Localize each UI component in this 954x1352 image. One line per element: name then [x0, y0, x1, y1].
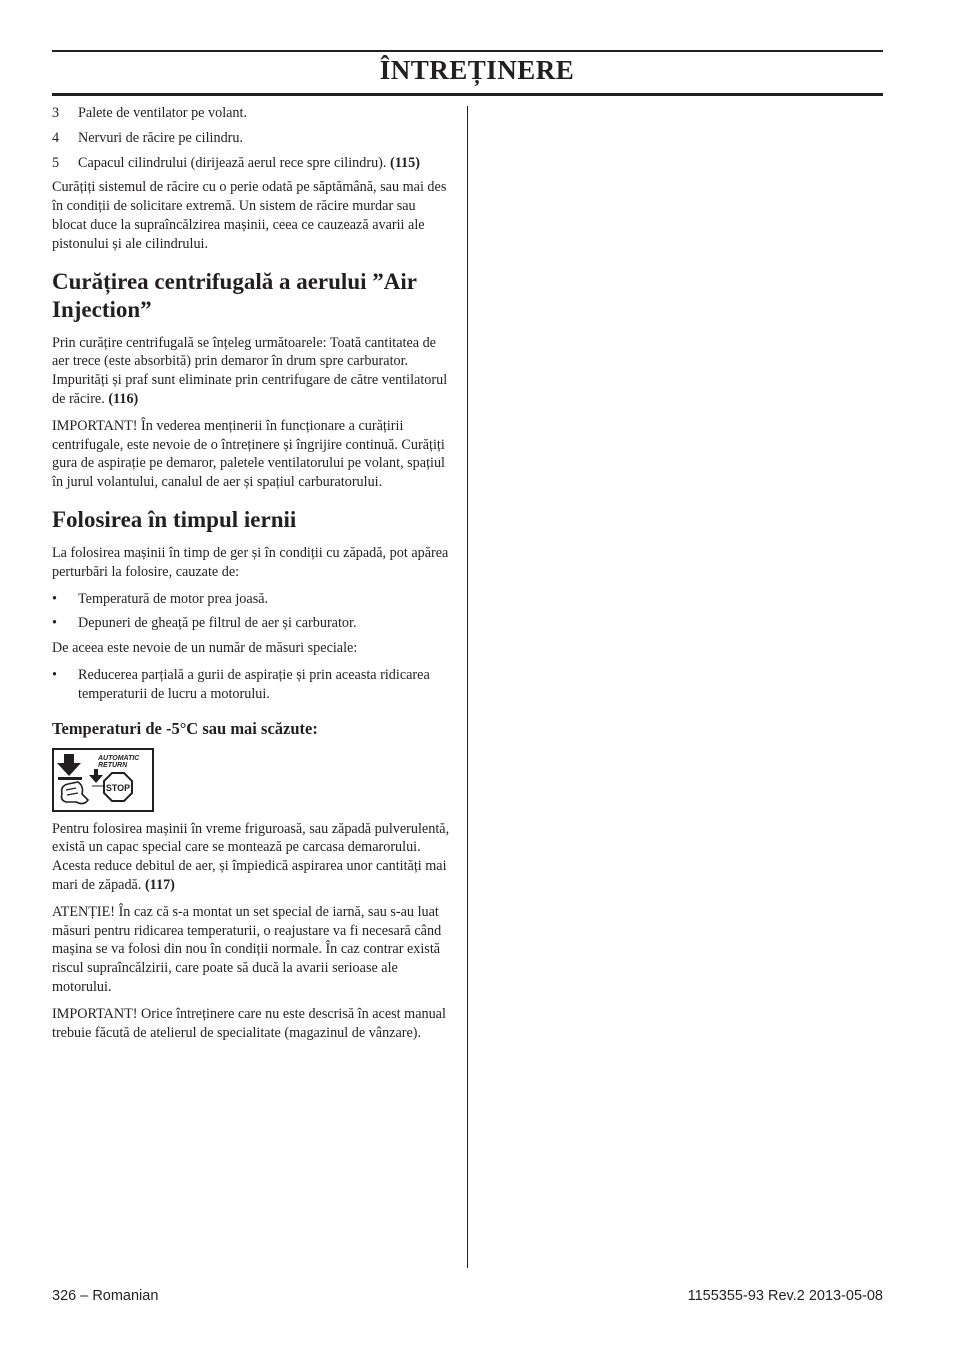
- paragraph-text: Prin curățire centrifugală se înțeleg următoarele: Toată cantitatea de aer trece (este absorbită) prin demaror în drum spre carburator. Impurități și praf sunt eliminate prin centrifugare de către ventilatorul de răcire.: [52, 334, 448, 407]
- bullet-icon: •: [52, 666, 57, 683]
- list-text: Nervuri de răcire pe cilindru.: [78, 129, 244, 146]
- paragraph-winter-3: [52, 820, 450, 895]
- bullet-item: [52, 666, 450, 704]
- starter-symbol-box: [52, 748, 154, 812]
- paragraph-air-1: [52, 334, 450, 409]
- list-text: [78, 154, 420, 173]
- list-number: 3: [52, 105, 60, 121]
- header-rule-bottom: [52, 93, 883, 96]
- paragraph-winter-2: De aceea este nevoie de un număr de măsuri speciale:: [52, 640, 358, 657]
- list-item: [52, 129, 450, 148]
- bullet-icon: •: [52, 590, 57, 607]
- footer-page-number: 326 – Romanian: [52, 1288, 159, 1304]
- bullet-text: Depuneri de gheață pe filtrul de aer și carburator.: [78, 615, 357, 632]
- starter-symbol-icon: [54, 750, 152, 810]
- list-text: Palete de ventilator pe volant.: [78, 105, 248, 121]
- subheading-cold-temperatures: Temperaturi de -5°C sau mai scăzute:: [52, 718, 318, 738]
- symbol-label-return: RETURN: [98, 761, 128, 769]
- paragraph-cooling: Curățiți sistemul de răcire cu o perie odată pe săptămână, sau mai des în condiții de solicitare extremă. Un sistem de răcire murdar sau blocat duce la supraîncălzirea mașinii, ceea ce cauzează avarii ale pistonului și ale cilindrului.: [52, 179, 447, 252]
- symbol-label-automatic: AUTOMATIC: [98, 754, 140, 762]
- left-column: [52, 104, 450, 1050]
- footer-document-id: 1155355-93 Rev.2 2013-05-08: [687, 1288, 883, 1304]
- section-heading-winter: Folosirea în timpul iernii: [52, 506, 297, 532]
- paragraph-winter-5: IMPORTANT! Orice întreținere care nu este descrisă în acest manual trebuie făcută de atelierul de specialitate (magazinul de vânzare).: [52, 1005, 446, 1041]
- paragraph-air-2: IMPORTANT! În vederea menținerii în funcționare a curățirii centrifugale, este nevoie de o întreținere și îngrijire continuă. Curățiți gura de aspirație pe demaror, paletele ventilatorului pe volant, spațiul în jurul volantului, canalul de aer și spațiul carburatorului.: [52, 417, 445, 491]
- section-heading-air-injection: Curățirea centrifugală a aerului ”Air Injection”: [52, 268, 417, 322]
- figure-reference: (117): [144, 876, 175, 893]
- list-number: 4: [52, 129, 60, 146]
- list-item: [52, 154, 450, 173]
- bullet-icon: •: [52, 615, 57, 632]
- list-item: [52, 104, 450, 123]
- page-title: ÎNTREȚINERE: [379, 55, 575, 85]
- list-text-body: Capacul cilindrului (dirijează aerul rece spre cilindru).: [78, 154, 387, 171]
- paragraph-winter-4: ATENȚIE! În caz că s-a montat un set special de iarnă, sau s-au luat măsuri pentru ridicarea temperaturii, o reajustare va fi necesară când mașina se va folosi din nou în condiții normale. În caz contrar există riscul supraîncălzirii, care poate să ducă la avarii serioase ale motorului.: [52, 903, 442, 995]
- symbol-label-stop: STOP: [105, 782, 131, 793]
- figure-reference: (116): [108, 390, 139, 407]
- bullet-item: [52, 590, 450, 609]
- paragraph-winter-1: La folosirea mașinii în timp de ger și în condiții cu zăpadă, pot apărea perturbări la folosire, cauzate de:: [52, 544, 449, 580]
- bullet-text: Reducerea parțială a gurii de aspirație și prin aceasta ridicarea temperaturii de lucru a motorului.: [78, 666, 430, 702]
- figure-reference: (115): [389, 154, 420, 171]
- list-number: 5: [52, 154, 60, 171]
- paragraph-text: Pentru folosirea mașinii în vreme friguroasă, sau zăpadă pulverulentă, există un capac special care se montează pe carcasa demarorului. Acesta reduce debitul de aer, și împiedică aspirarea unor cantități mai mari de zăpadă.: [52, 820, 450, 893]
- bullet-item: [52, 614, 450, 633]
- bullet-text: Temperatură de motor prea joasă.: [78, 590, 269, 607]
- column-divider: [467, 106, 468, 1268]
- header-rule-top: [52, 50, 883, 52]
